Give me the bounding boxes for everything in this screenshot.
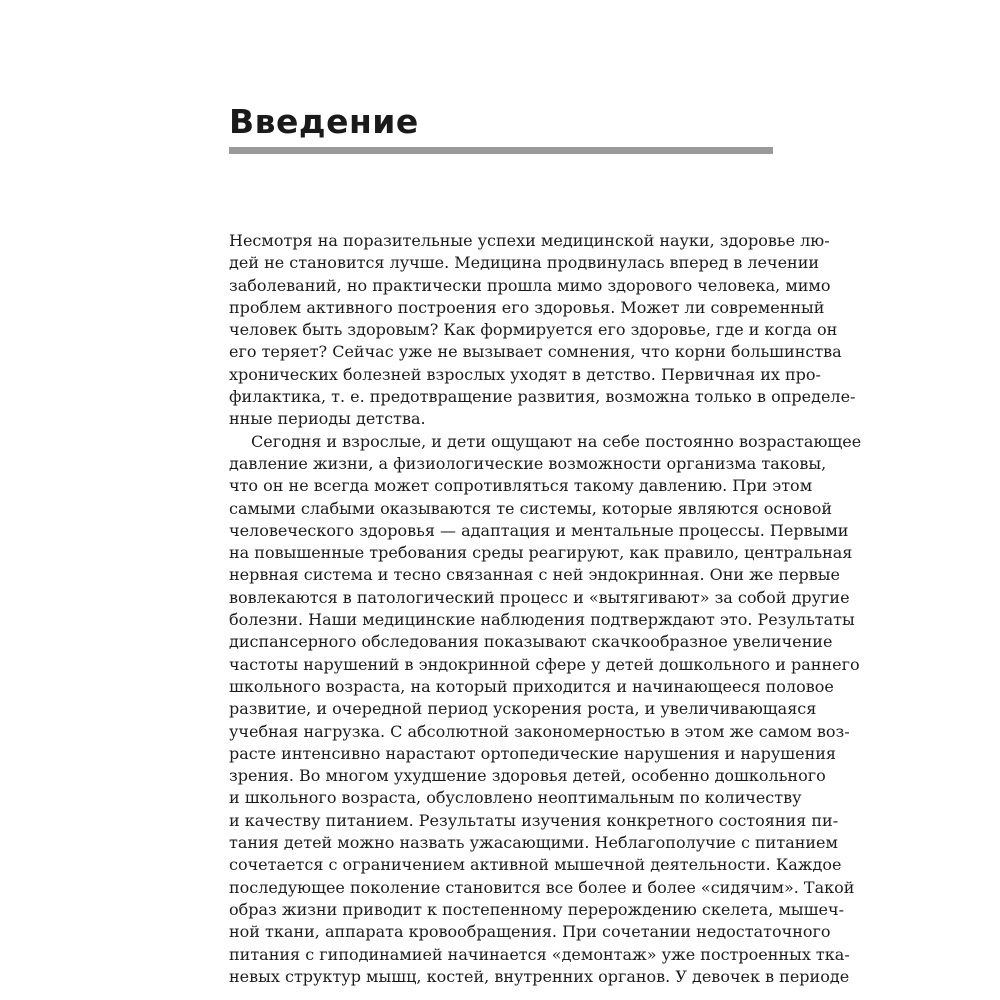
text-line: диспансерного обследования показывают скачкообразное увеличение xyxy=(229,632,833,652)
text-line: тания детей можно назвать ужасающими. Неблагополучие с питанием xyxy=(229,833,838,853)
text-line: нные периоды детства. xyxy=(229,409,426,429)
text-line: нервная система и тесно связанная с ней эндокринная. Они же первые xyxy=(229,565,840,585)
text-line: дей не становится лучше. Медицина продвинулась вперед в лечении xyxy=(229,253,820,273)
text-line: человеческого здоровья — адаптация и ментальные процессы. Первыми xyxy=(229,520,849,540)
text-line: невых структур мышц, костей, внутренних органов. У девочек в периоде xyxy=(229,966,850,986)
text-line: частоты нарушений в эндокринной сфере у детей дошкольного и раннего xyxy=(229,654,860,674)
text-line: что он не всегда может сопротивляться такому давлению. При этом xyxy=(229,476,813,496)
text-line: болезни. Наши медицинские наблюдения подтверждают это. Результаты xyxy=(229,610,855,630)
text-line: его теряет? Сейчас уже не вызывает сомнения, что корни большинства xyxy=(229,342,842,362)
text-line: и школьного возраста, обусловлено неоптимальным по количеству xyxy=(229,788,802,808)
text-line: развитие, и очередной период ускорения роста, и увеличивающаяся xyxy=(229,699,817,719)
text-line: учебная нагрузка. С абсолютной закономерностью в этом же самом воз- xyxy=(229,721,850,741)
paragraph xyxy=(229,431,862,988)
text-line: на повышенные требования среды реагируют, как правило, центральная xyxy=(229,543,853,563)
chapter-title: Введение xyxy=(229,102,419,141)
text-line: заболеваний, но практически прошла мимо здорового человека, мимо xyxy=(229,275,831,295)
text-line: Несмотря на поразительные успехи медицинской науки, здоровье лю- xyxy=(229,231,830,250)
body-text xyxy=(229,230,862,988)
paragraph xyxy=(229,230,856,431)
text-line: и качеству питанием. Результаты изучения конкретного состояния пи- xyxy=(229,810,839,830)
text-line: давление жизни, а физиологические возможности организма таковы, xyxy=(229,453,827,473)
text-line: самыми слабыми оказываются те системы, которые являются основой xyxy=(229,498,832,518)
text-line: зрения. Во многом ухудшение здоровья детей, особенно дошкольного xyxy=(229,766,826,786)
text-line: последующее поколение становится все более и более «сидячим». Такой xyxy=(229,877,855,897)
text-line: расте интенсивно нарастают ортопедические нарушения и нарушения xyxy=(229,743,836,763)
text-line: школьного возраста, на который приходится и начинающееся половое xyxy=(229,676,834,696)
text-line: хронических болезней взрослых уходят в детство. Первичная их про- xyxy=(229,364,821,384)
text-line: человек быть здоровым? Как формируется его здоровье, где и когда он xyxy=(229,320,838,340)
title-underline-rule xyxy=(229,147,773,154)
text-line: ной ткани, аппарата кровообращения. При сочетании недостаточного xyxy=(229,922,831,942)
text-line: вовлекаются в патологический процесс и «вытягивают» за собой другие xyxy=(229,587,850,607)
text-line: сочетается с ограничением активной мышечной деятельности. Каждое xyxy=(229,855,842,875)
text-line: Сегодня и взрослые, и дети ощущают на себе постоянно возрастающее xyxy=(251,431,862,451)
text-line: образ жизни приводит к постепенному перерождению скелета, мышеч- xyxy=(229,899,844,919)
text-line: питания с гиподинамией начинается «демонтаж» уже построенных тка- xyxy=(229,944,850,964)
text-line: филактика, т. е. предотвращение развития, возможна только в определе- xyxy=(229,387,856,407)
text-line: проблем активного построения его здоровья. Может ли современный xyxy=(229,297,825,317)
